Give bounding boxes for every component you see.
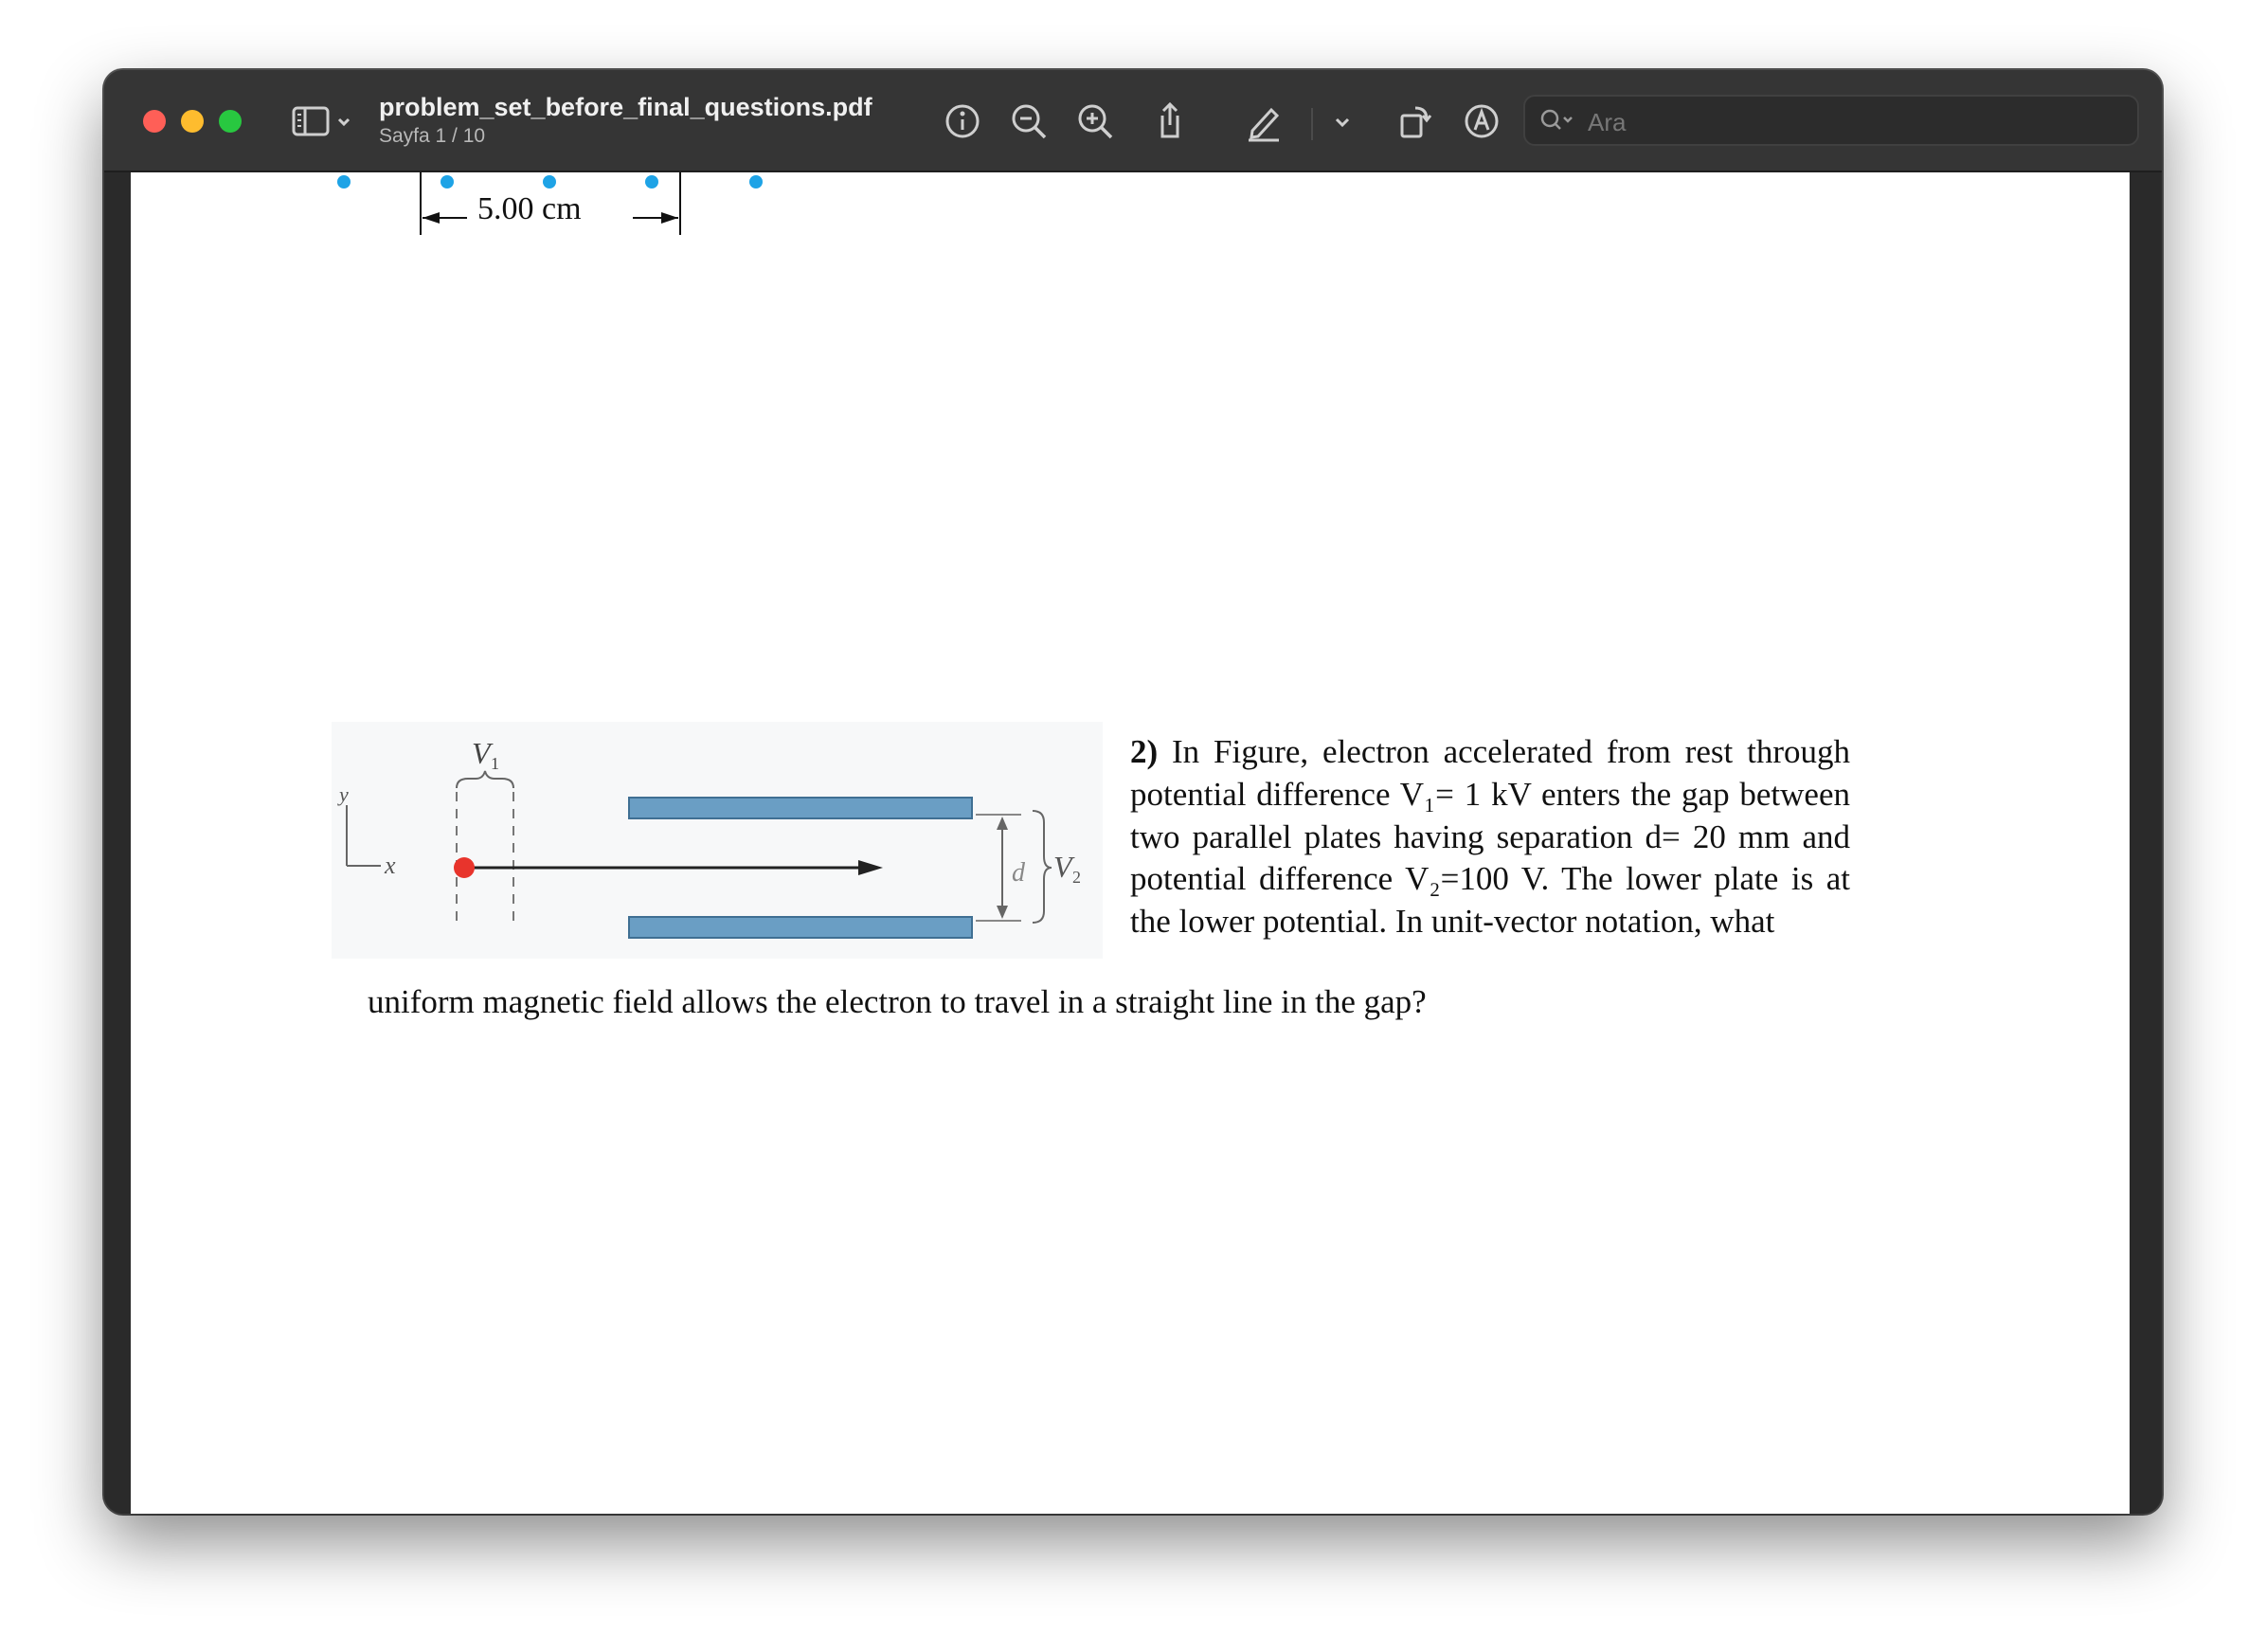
page-indicator: Sayfa 1 / 10	[379, 125, 486, 147]
zoom-in-button[interactable]	[1072, 99, 1118, 144]
field-dot	[337, 175, 351, 189]
d-label: d	[1012, 858, 1025, 888]
toolbar	[104, 70, 2162, 172]
info-icon	[940, 99, 985, 144]
sidebar-toggle-icon	[290, 99, 358, 144]
highlight-pen-icon	[1241, 99, 1286, 144]
document-viewer[interactable]	[104, 172, 2162, 1514]
share-icon	[1146, 99, 1192, 144]
close-button[interactable]	[143, 110, 166, 133]
markup-button[interactable]	[1459, 99, 1504, 144]
question-number: 2)	[1130, 733, 1159, 770]
pdf-page	[131, 172, 2130, 1514]
search-input[interactable]	[1586, 102, 2120, 142]
document-title: problem_set_before_final_questions.pdf	[379, 93, 872, 121]
chevron-down-icon	[1326, 99, 1358, 144]
zoom-in-icon	[1072, 99, 1118, 144]
minimize-button[interactable]	[181, 110, 204, 133]
rotate-icon	[1393, 99, 1438, 144]
rotate-button[interactable]	[1393, 99, 1438, 144]
highlight-options-button[interactable]	[1326, 99, 1358, 144]
x-axis-label: x	[385, 852, 396, 879]
question-last-line: uniform magnetic field allows the electron to travel in a straight line in the gap?	[368, 983, 1427, 1020]
question-body: In Figure, electron accelerated from rest through potential difference V₁= 1 kV enters the gap between two parallel plates having separation d= 20 mm and potential difference V₂=100 V. The lower plate is at the lower potential. In unit-vector notation, what	[1130, 733, 1851, 941]
search-icon	[1538, 106, 1574, 136]
v1-subscript: 1	[491, 754, 499, 773]
lower-plate	[629, 917, 972, 938]
question-text	[1130, 731, 1850, 943]
zoom-button[interactable]	[219, 110, 242, 133]
search-field[interactable]	[1523, 95, 2139, 146]
y-axis-label: y	[339, 782, 349, 806]
field-dot	[749, 175, 763, 189]
upper-plate	[629, 798, 972, 818]
field-dot	[441, 175, 454, 189]
v1-label: V	[472, 736, 491, 770]
electron	[454, 857, 475, 878]
zoom-out-button[interactable]	[1006, 99, 1052, 144]
info-button[interactable]	[940, 99, 985, 144]
v2-label: V	[1053, 850, 1072, 884]
share-button[interactable]	[1146, 99, 1192, 144]
sidebar-toggle-button[interactable]	[290, 99, 358, 144]
chevron-down-icon	[339, 119, 349, 124]
markup-icon	[1459, 99, 1504, 144]
dimension-label: 5.00 cm	[472, 191, 587, 227]
field-dot	[645, 175, 658, 189]
v2-subscript: 2	[1072, 868, 1081, 887]
preview-window	[104, 70, 2162, 1514]
plates-figure	[332, 722, 1103, 959]
toolbar-separator	[1311, 108, 1313, 140]
zoom-out-icon	[1006, 99, 1052, 144]
highlight-button[interactable]	[1241, 99, 1286, 144]
field-dot	[543, 175, 556, 189]
